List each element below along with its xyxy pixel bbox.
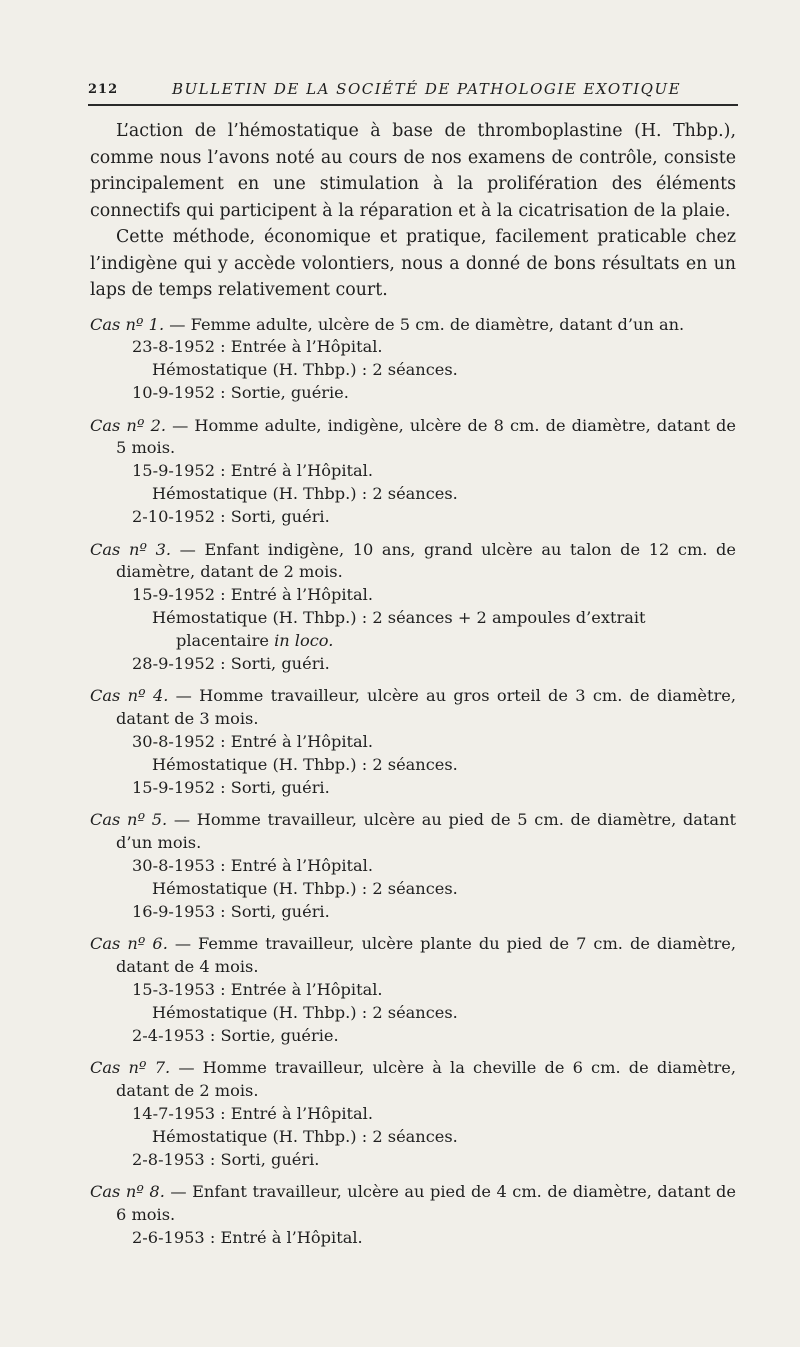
case-label: Cas nº 2. (90, 415, 167, 435)
case-8 (90, 1181, 736, 1249)
case-text: — Enfant indigène, 10 ans, grand ulcère au talon de 12 cm. de diamètre, datant de 2 mois. (116, 539, 737, 582)
case-label: Cas nº 7. (90, 1058, 171, 1078)
case-treatment (90, 607, 736, 653)
case-treatment-italic: in loco. (274, 630, 334, 650)
case-entry: 23-8-1952 : Entrée à l’Hôpital. (132, 337, 383, 357)
case-exit: 2-10-1952 : Sorti, guéri. (132, 506, 330, 526)
case-entry: 15-3-1953 : Entrée à l’Hôpital. (132, 980, 383, 1000)
case-entry: 14-7-1953 : Entré à l’Hôpital. (132, 1104, 373, 1123)
case-entry: 30-8-1953 : Entré à l’Hôpital. (132, 856, 373, 876)
case-2 (90, 415, 736, 529)
case-text: — Homme adulte, indigène, ulcère de 8 cm. de diamètre, datant de 5 mois. (116, 415, 736, 458)
paragraph-method-results: Cette méthode, économique et pratique, facilement praticable chez l’indigène qui y accède volontiers, nous a donné de bons résultats en un laps de temps relativement court. (90, 227, 736, 300)
case-description (90, 1181, 736, 1227)
case-6 (90, 933, 736, 1047)
case-exit: 16-9-1953 : Sorti, guéri. (132, 901, 330, 921)
case-exit: 2-4-1953 : Sortie, guérie. (132, 1025, 339, 1045)
case-5 (90, 809, 736, 923)
case-1 (90, 314, 736, 405)
case-entry: 15-9-1952 : Entré à l’Hôpital. (132, 585, 373, 605)
case-treatment: Hémostatique (H. Thbp.) : 2 séances. (152, 484, 458, 504)
case-label: Cas nº 6. (90, 934, 168, 954)
case-label: Cas nº 3. (90, 539, 172, 559)
case-treatment: Hémostatique (H. Thbp.) : 2 séances. (152, 754, 458, 774)
case-entry: 2-6-1953 : Entré à l’Hôpital. (132, 1227, 363, 1247)
case-label: Cas nº 8. (90, 1182, 165, 1202)
page-body (90, 118, 736, 1250)
page-number: 212 (88, 82, 119, 97)
case-description (90, 685, 736, 731)
case-treatment: Hémostatique (H. Thbp.) : 2 séances. (152, 1002, 458, 1022)
case-exit: 28-9-1952 : Sorti, guéri. (132, 653, 330, 673)
case-description (90, 1057, 736, 1103)
case-description (90, 314, 736, 337)
case-label: Cas nº 4. (90, 686, 169, 706)
case-exit: 15-9-1952 : Sorti, guéri. (132, 777, 330, 797)
case-3 (90, 539, 736, 676)
paragraph-hemostatic-action: L’action de l’hémostatique à base de thromboplastine (H. Thbp.), comme nous l’avons noté au cours de nos examens de contrôle, consiste principalement en une stimulation à la prolifération des éléments connectifs qui participent à la réparation et à la cicatrisation de la plaie. (90, 121, 736, 221)
case-text: — Homme travailleur, ulcère au pied de 5 cm. de diamètre, datant d’un mois. (116, 810, 736, 853)
case-treatment: Hémostatique (H. Thbp.) : 2 séances. (152, 878, 458, 898)
case-treatment: Hémostatique (H. Thbp.) : 2 séances. (152, 1126, 458, 1146)
case-label: Cas nº 5. (90, 810, 168, 830)
case-entry: 30-8-1952 : Entré à l’Hôpital. (132, 732, 373, 752)
case-treatment: Hémostatique (H. Thbp.) : 2 séances. (152, 360, 458, 380)
case-description (90, 539, 736, 585)
case-description (90, 809, 736, 855)
case-entry: 15-9-1952 : Entré à l’Hôpital. (132, 461, 373, 481)
case-text: — Homme travailleur, ulcère à la cheville de 6 cm. de diamètre, datant de 2 mois. (116, 1058, 736, 1101)
case-exit: 10-9-1952 : Sortie, guérie. (132, 382, 349, 402)
running-title: BULLETIN DE LA SOCIÉTÉ DE PATHOLOGIE EXOTIQUE (172, 80, 682, 98)
case-text: — Femme travailleur, ulcère plante du pied de 7 cm. de diamètre, datant de 4 mois. (116, 934, 736, 977)
case-text: — Femme adulte, ulcère de 5 cm. de diamètre, datant d’un an. (164, 314, 685, 334)
case-exit: 2-8-1953 : Sorti, guéri. (132, 1149, 320, 1169)
case-text: — Enfant travailleur, ulcère au pied de 4 cm. de diamètre, datant de 6 mois. (116, 1182, 736, 1225)
case-treatment-text: Hémostatique (H. Thbp.) : 2 séances + 2 ampoules d’extrait placentaire (152, 608, 646, 650)
case-4 (90, 685, 736, 799)
header-rule (88, 104, 738, 106)
case-label: Cas nº 1. (90, 314, 165, 334)
case-7 (90, 1057, 736, 1171)
case-description (90, 415, 736, 461)
case-description (90, 933, 736, 979)
case-text: — Homme travailleur, ulcère au gros orteil de 3 cm. de diamètre, datant de 3 mois. (116, 686, 736, 729)
